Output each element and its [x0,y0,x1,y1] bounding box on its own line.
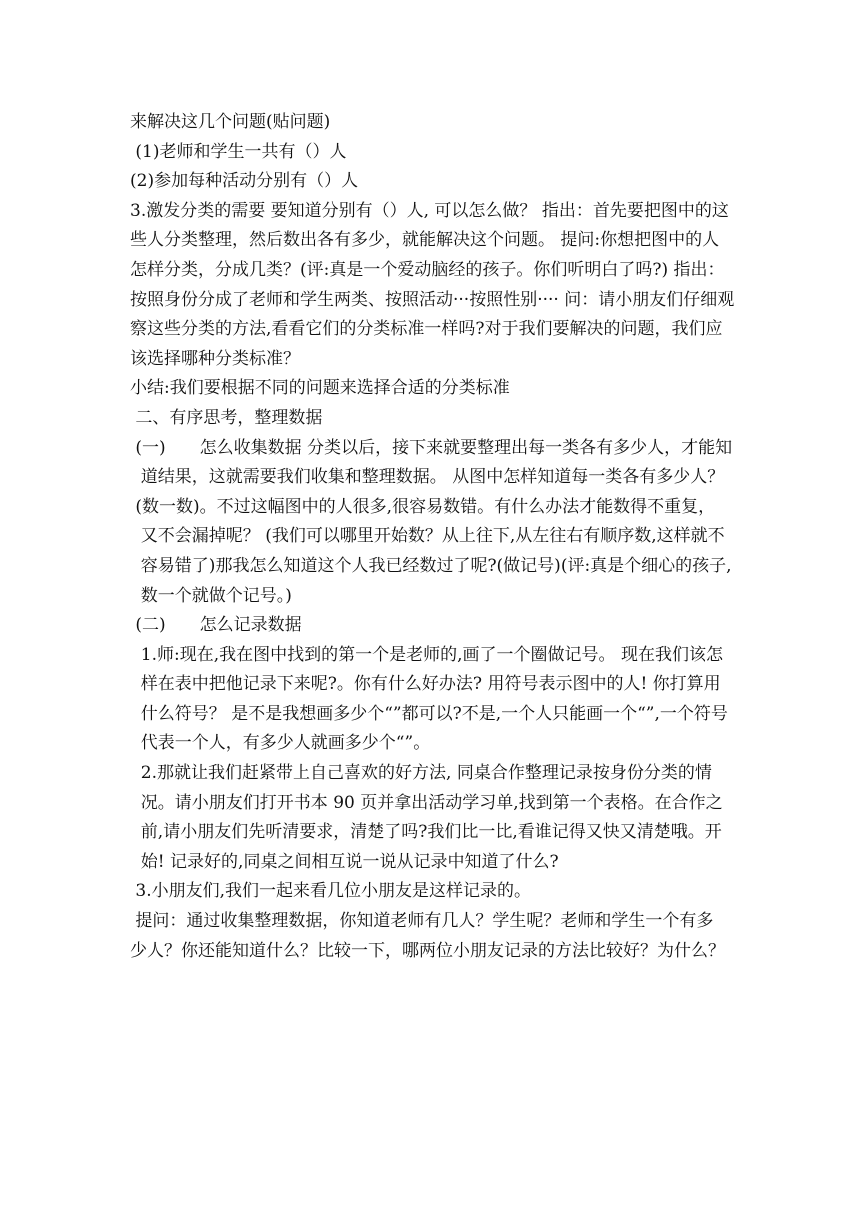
text-line-4: 3.激发分类的需要 要知道分别有（）人, 可以怎么做？ 指出：首先要把图中的这 [130,200,729,221]
text-line-16: 容易错了)那我怎么知道这个人我已经数过了呢?(做记号)(评:真是个细心的孩子, [130,555,732,576]
text-line-29: 少人？你还能知道什么？比较一下，哪两位小朋友记录的方法比较好？为什么？ [130,940,725,961]
text-line-15: 又不会漏掉呢？ (我们可以哪里开始数？从上往下,从左往右有顺序数,这样就不 [130,526,725,547]
text-line-17: 数一个就做个记号。) [130,585,292,606]
text-line-5: 些人分类整理，然后数出各有多少，就能解决这个问题。 提问:你想把图中的人 [130,230,720,251]
text-line-14: (数一数)。不过这幅图中的人很多,很容易数错。有什么办法才能数得不重复， [130,496,716,517]
subsection-heading-2: (二) 怎么记录数据 [130,615,302,636]
document-body [130,108,738,966]
text-line-1: 来解决这几个问题(贴问题) [130,112,331,132]
text-line-10: 小结:我们要根据不同的问题来选择合适的分类标准 [130,378,510,399]
text-line-6: 怎样分类，分成几类？(评:真是一个爱动脑经的孩子。你们听明白了吗?) 指出： [130,259,725,280]
text-line-21: 什么符号？ 是不是我想画多少个“”都可以?不是,一个人只能画一个“”,一个符号 [130,703,728,724]
text-line-19: 1.师:现在,我在图中找到的第一个是老师的,画了一个圈做记号。 现在我们该怎 [130,644,723,665]
text-line-3: (2)参加每种活动分别有（）人 [130,171,359,192]
text-line-8: 察这些分类的方法,看看它们的分类标准一样吗?对于我们要解决的问题，我们应 [130,319,723,340]
text-line-22: 代表一个人，有多少人就画多少个“”。 [130,733,431,754]
text-line-28: 提问：通过收集整理数据，你知道老师有几人？学生呢？老师和学生一个有多 [130,911,714,932]
text-line-12: (一) 怎么收集数据 分类以后，接下来就要整理出每一类各有多少人，才能知 [130,437,733,458]
text-line-24: 况。请小朋友们打开书本 90 页并拿出活动学习单,找到第一个表格。在合作之 [130,792,723,813]
text-line-13: 道结果，这就需要我们收集和整理数据。 从图中怎样知道每一类各有多少人？ [130,467,725,488]
text-line-25: 前,请小朋友们先听清要求，清楚了吗?我们比一比,看谁记得又快又清楚哦。开 [130,822,722,843]
text-line-7: 按照身份分成了老师和学生两类、按照活动···按照性别···· 问：请小朋友们仔细观 [130,289,735,310]
text-line-2: (1)老师和学生一共有（）人 [130,141,347,162]
text-line-20: 样在表中把他记录下来呢?。你有什么好办法? 用符号表示图中的人! 你打算用 [130,674,721,695]
text-line-9: 该选择哪种分类标准？ [130,348,300,369]
text-line-26: 始! 记录好的,同桌之间相互说一说从记录中知道了什么? [130,851,559,872]
text-line-23: 2.那就让我们赶紧带上自己喜欢的好方法, 同桌合作整理记录按身份分类的情 [130,763,712,784]
text-line-27: 3.小朋友们,我们一起来看几位小朋友是这样记录的。 [130,881,532,902]
section-heading-2: 二、有序思考，整理数据 [130,407,323,428]
